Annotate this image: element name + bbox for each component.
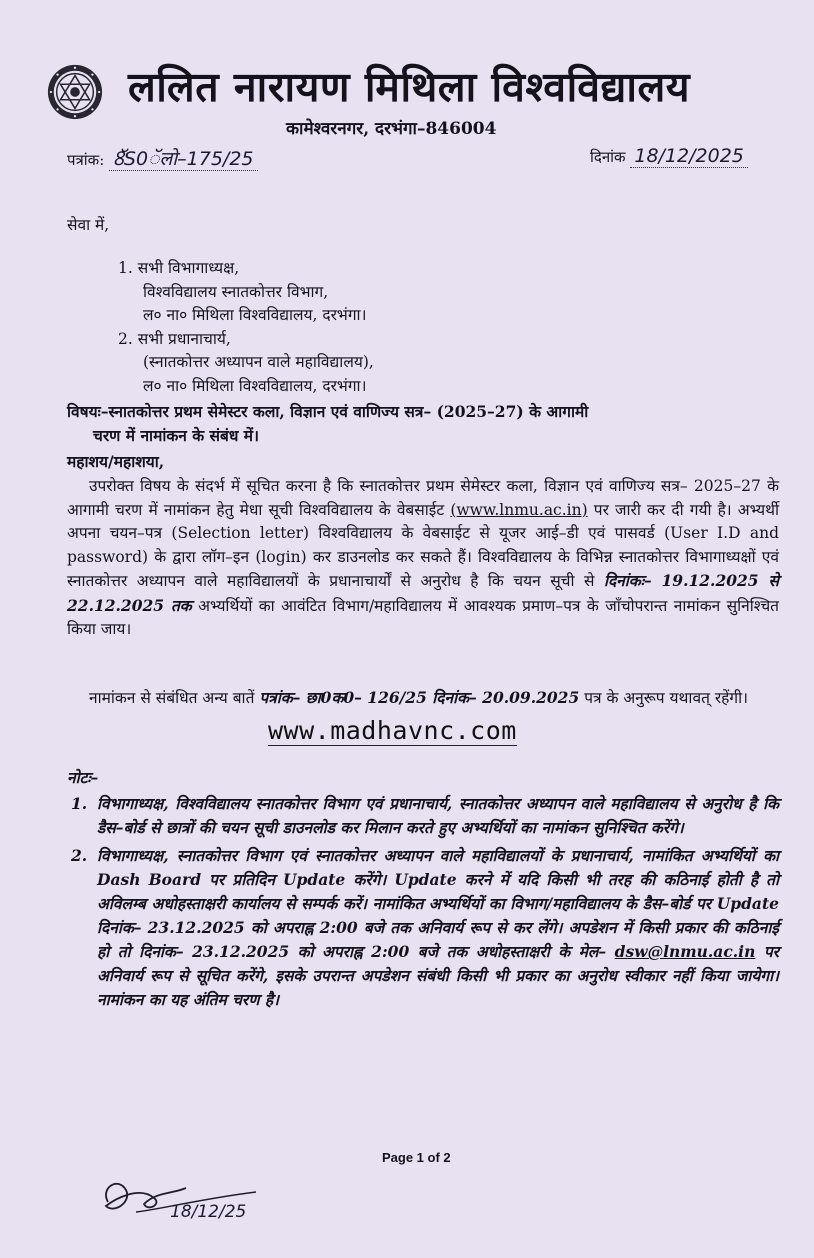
paragraph-1	[67, 475, 779, 642]
note-text: विभागाध्यक्ष, स्नातकोत्तर विभाग एवं स्नातकोत्तर अध्यापन वाले महाविद्यालयों के प्रधानाचार्य, नामांकित अभ्यर्थियों का Dash Board पर प्रतिदिन Update करेंगे। Update करने में यदि किसी भी तरह की कठिनाई होती है तो अविलम्ब अधोहस्ताक्षरी कार्यालय से सम्पर्क करें। नामांकित अभ्यर्थियों का विभाग/महाविद्यालय के डैस–बोर्ड पर Update दिनांक– 23.12.2025 को अपराह्न 2:00 बजे तक अनिवार्य रूप से कर लेंगे। अपडेशन में किसी प्रकार की कठिनाई हो तो दिनांक– 23.12.2025 को अपराह्न 2:00 बजे तक अधोहस्ताक्षरी के मेल–	[97, 846, 779, 961]
notes-list	[67, 792, 779, 1016]
recipients	[118, 257, 758, 398]
letter-date	[590, 145, 748, 167]
date-value: 18/12/2025	[630, 145, 748, 168]
university-name: ललित नारायण मिथिला विश्वविद्यालय	[128, 63, 691, 111]
ref-label: पत्रांक:	[67, 151, 105, 169]
note-number: 1.	[71, 794, 88, 813]
website-link[interactable]: (www.lnmu.ac.in)	[450, 500, 588, 519]
ref-value: 8ॅS0ॅलो–175/25	[109, 148, 257, 171]
recipient-line: 1. सभी विभागाध्यक्ष,	[118, 259, 240, 277]
paragraph-text: अभ्यर्थियों का आवंटित विभाग/महाविद्यालय में आवश्यक प्रमाण–पत्र के जाँचोपरान्त नामांकन सुनिश्चित किया जाय।	[67, 596, 780, 638]
recipient-line: 2. सभी प्रधानाचार्य,	[118, 329, 231, 348]
recipient-line: ल० ना० मिथिला विश्वविद्यालय, दरभंगा।	[143, 376, 367, 395]
signature-date: 18/12/25	[170, 1202, 247, 1222]
note-text: विभागाध्यक्ष, विश्वविद्यालय स्नातकोत्तर विभाग एवं प्रधानाचार्य, स्नातकोत्तर अध्यापन वाले महाविद्यालय से अनुरोध है कि डैस–बोर्ड से छात्रों की चयन सूची डाउनलोड कर मिलान करते हुए अभ्यर्थियों का नामांकन सुनिश्चित करेंगे।	[97, 794, 779, 837]
salutation: सेवा में,	[67, 216, 110, 234]
note-text: पर अनिवार्य रूप से सूचित करेंगे, इसके उपरान्त अपडेशन संबंधी किसी भी प्रकार का अनुरोध स्वीकार नहीं किया जायेगा। नामांकन का यह अंतिम चरण है।	[97, 942, 779, 1009]
paragraph-text: नामांकन से संबंधित अन्य बातें	[89, 689, 255, 707]
date-range: दिनांकः– 19.12.2025 से 22.12.2025 तक	[67, 571, 779, 615]
reference-letter: पत्रांक– छा0क0– 126/25 दिनांक– 20.09.2025	[259, 688, 580, 707]
reference-number	[67, 145, 258, 171]
watermark-url: www.madhavnc.com	[268, 716, 517, 745]
subject-line: चरण में नामांकन के संबंध में।	[93, 426, 259, 445]
page-indicator: Page 1 of 2	[382, 1150, 451, 1165]
note-number: 2.	[71, 846, 88, 865]
subject	[67, 400, 779, 448]
note-item	[71, 844, 779, 1012]
greeting: महाशय/महाशया,	[67, 452, 165, 471]
note-item	[71, 792, 779, 840]
recipient-line: विश्वविद्यालय स्नातकोत्तर विभाग,	[143, 282, 329, 301]
paragraph-text: पर जारी कर दी गयी है। अभ्यर्थी अपना चयन–पत्र (Selection letter) विश्वविद्यालय के वेबसाईट से यूजर आई–डी एवं पासवर्ड (User I.D and password) के द्वारा लॉग–इन (login) कर डाउनलोड कर सकते हैं। विश्वविद्यालय के विभिन्न स्नातकोत्तर विभागाध्यक्षों एवं स्नातकोत्तर अध्यापन वाले महाविद्यालयों के प्रधानाचार्यों से अनुरोध है कि चयन सूची से	[67, 500, 779, 590]
signature	[96, 1168, 276, 1238]
subject-line: विषयः–स्नातकोत्तर प्रथम सेमेस्टर कला, विज्ञान एवं वाणिज्य सत्र– (2025–27) के आगामी	[67, 402, 589, 421]
paragraph-text: पत्र के अनुरूप यथावत् रहेंगी।	[584, 689, 749, 707]
paragraph-text: उपरोक्त विषय के संदर्भ में सूचित करना है कि स्नातकोत्तर प्रथम सेमेस्टर कला, विज्ञान एवं वाणिज्य सत्र– 2025–27 के आगामी चरण में नामांकन हेतु मेधा सूची विश्वविद्यालय के वेबसाईट	[67, 477, 779, 519]
recipient-line: (स्नातकोत्तर अध्यापन वाले महाविद्यालय),	[143, 353, 374, 371]
email-link[interactable]: dsw@lnmu.ac.in	[614, 942, 756, 961]
paragraph-2	[67, 686, 779, 711]
university-seal-icon	[46, 63, 104, 121]
note-heading: नोटः–	[67, 768, 99, 787]
date-label: दिनांक	[590, 148, 626, 166]
university-address: कामेश्वरनगर, दरभंगा–846004	[286, 119, 497, 139]
recipient-line: ल० ना० मिथिला विश्वविद्यालय, दरभंगा।	[143, 306, 367, 324]
